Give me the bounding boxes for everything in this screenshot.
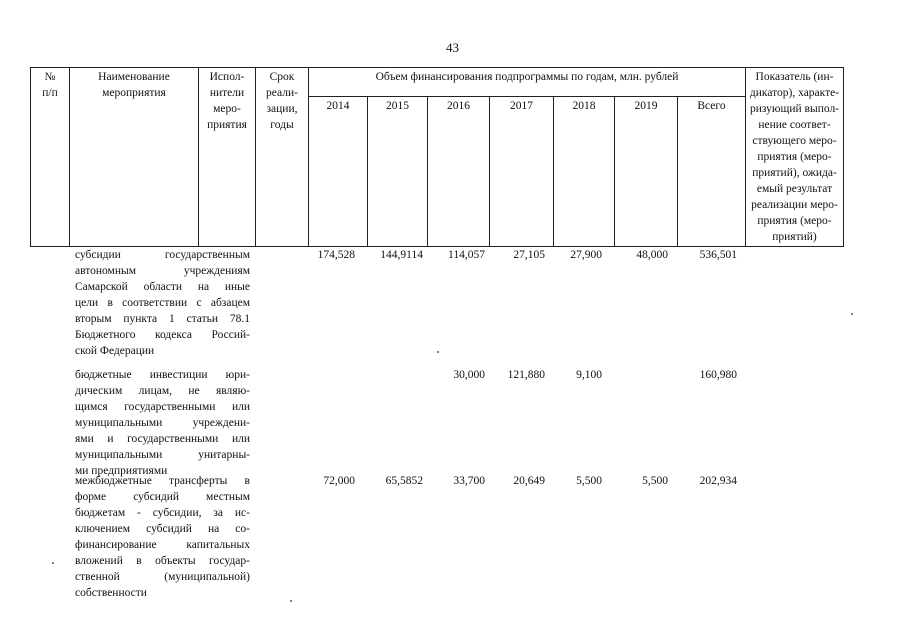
value-2017: 27,105 — [513, 249, 545, 261]
value-2015: 65,5852 — [385, 475, 423, 487]
description-line: финансирование капитальных — [75, 539, 250, 551]
value-2016: 33,700 — [453, 475, 485, 487]
table-header — [30, 67, 844, 247]
header-term: Срок реали- зации, годы — [256, 68, 309, 247]
value-2014: 72,000 — [323, 475, 355, 487]
description-line: форме субсидий местным — [75, 491, 250, 503]
description-line: муниципальными унитарны- — [75, 449, 250, 461]
description-line: щимся государственными или — [75, 401, 250, 413]
value-2017: 121,880 — [507, 369, 545, 381]
value-2019: 5,500 — [642, 475, 668, 487]
description-line: дическим лицам, не являю- — [75, 385, 250, 397]
description-line: муниципальными учреждени- — [75, 417, 250, 429]
value-2019: 48,000 — [636, 249, 668, 261]
value-2016: 30,000 — [453, 369, 485, 381]
description-line: цели в соответствии с абзацем — [75, 297, 250, 309]
description-line: Самарской области на иные — [75, 281, 250, 293]
value-2017: 20,649 — [513, 475, 545, 487]
description-line: ственной (муниципальной) — [75, 571, 250, 583]
value-2014: 174,528 — [317, 249, 355, 261]
scan-speck — [290, 600, 292, 602]
description-line: собственности — [75, 587, 147, 599]
description-line: бюджетные инвестиции юри- — [75, 369, 250, 381]
description-line: ми предприятиями — [75, 465, 168, 477]
description-line: ской Федерации — [75, 345, 155, 357]
value-2016: 114,057 — [448, 249, 485, 261]
row-description — [75, 247, 250, 359]
header-indicator: Показатель (ин- дикатор), характе- ризующий выпол- нение соответ- ствующего меро- приятия (меро- приятий), ожида- емый результат реализации меро- приятия (меро- приятий) — [746, 68, 844, 247]
value-2018: 9,100 — [576, 369, 602, 381]
header-year-2014: 2014 — [309, 97, 368, 247]
value-total: 202,934 — [699, 475, 737, 487]
header-executors: Испол- нители меро- приятия — [199, 68, 256, 247]
header-year-2016: 2016 — [428, 97, 490, 247]
value-2018: 5,500 — [576, 475, 602, 487]
header-year-2017: 2017 — [490, 97, 554, 247]
header-total: Всего — [678, 97, 746, 247]
header-name: Наименование мероприятия — [70, 68, 199, 247]
header-funding: Объем финансирования подпрограммы по годам, млн. рублей — [309, 68, 746, 97]
row-description — [75, 367, 250, 479]
header-year-2019: 2019 — [615, 97, 678, 247]
description-line: Бюджетного кодекса Россий- — [75, 329, 250, 341]
description-line: межбюджетные трансферты в — [75, 475, 250, 487]
header-year-2018: 2018 — [554, 97, 615, 247]
value-total: 160,980 — [699, 369, 737, 381]
scan-speck — [851, 313, 853, 315]
description-line: вторым пункта 1 статьи 78.1 — [75, 313, 250, 325]
header-year-2015: 2015 — [368, 97, 428, 247]
description-line: автономным учреждениям — [75, 265, 250, 277]
scan-speck — [52, 562, 54, 564]
page-number: 43 — [446, 40, 459, 55]
row-description — [75, 473, 250, 601]
description-line: ями и государственными или — [75, 433, 250, 445]
value-2018: 27,900 — [570, 249, 602, 261]
description-line: бюджетам - субсидии, за ис- — [75, 507, 250, 519]
value-total: 536,501 — [699, 249, 737, 261]
description-line: вложений в объекты государ- — [75, 555, 250, 567]
scan-speck — [437, 351, 439, 353]
description-line: ключением субсидий на со- — [75, 523, 250, 535]
description-line: субсидии государственным — [75, 249, 250, 261]
value-2015: 144,9114 — [380, 249, 423, 261]
header-num: № п/п — [31, 68, 70, 247]
